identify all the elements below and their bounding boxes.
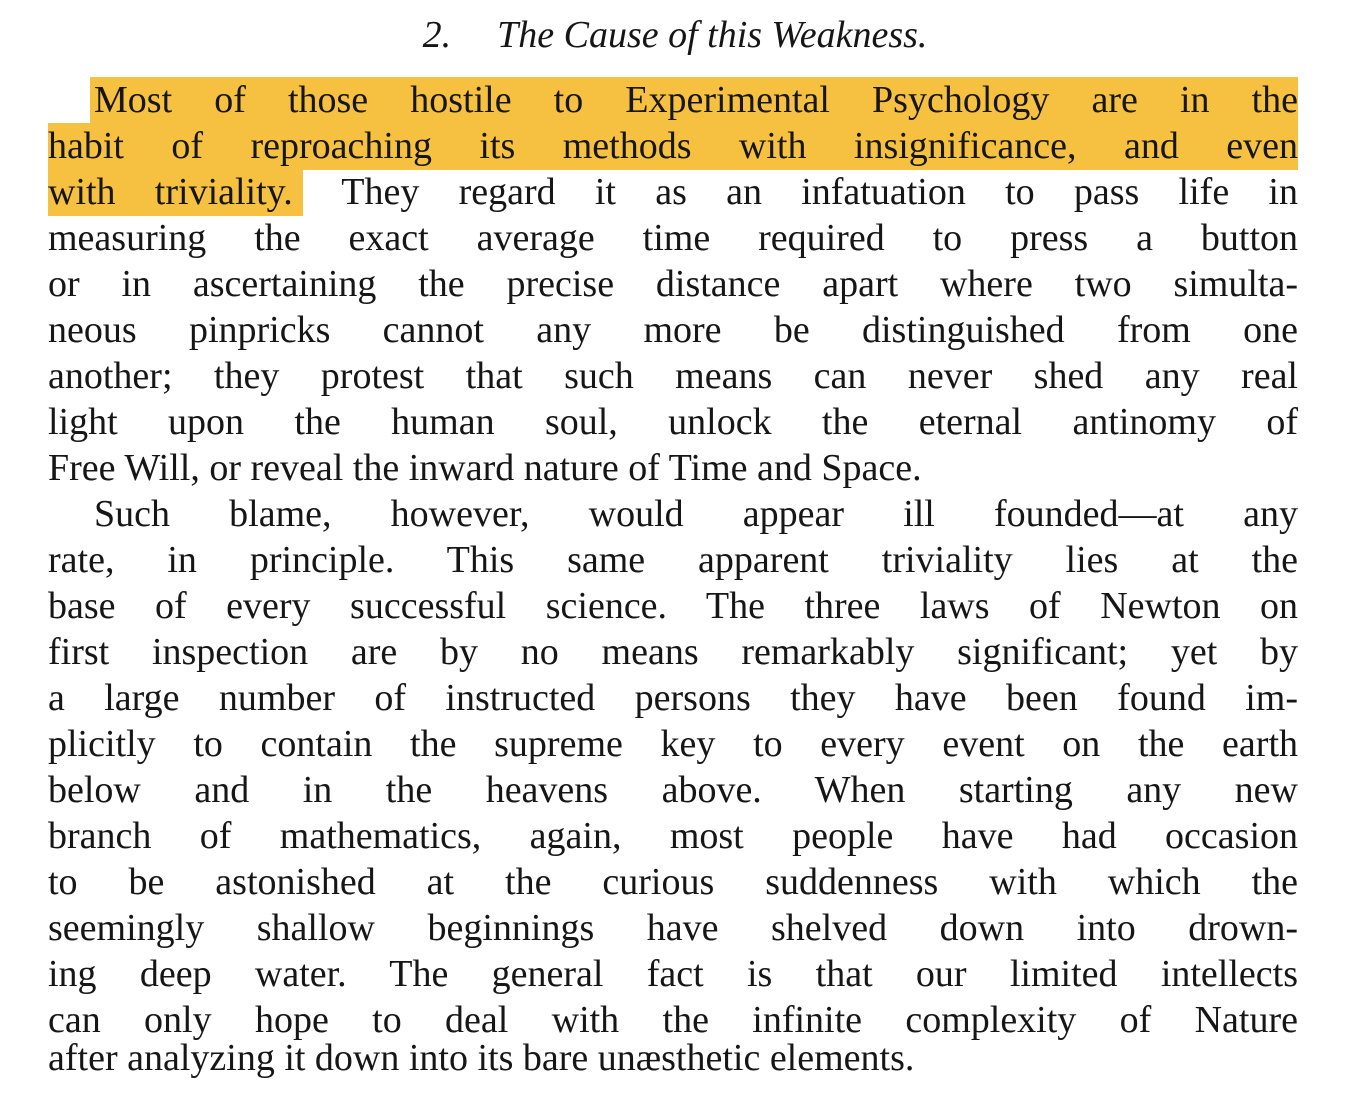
text-line: or in ascertaining the precise distance apart where two simulta- xyxy=(48,263,1298,305)
text-line: measuring the exact average time required to press a button xyxy=(48,217,1298,259)
section-title: The Cause of this Weakness. xyxy=(497,14,928,56)
text-line: seemingly shallow beginnings have shelved down into drown- xyxy=(48,907,1298,949)
text-line xyxy=(48,123,1298,169)
highlighted-text: habit of reproaching its methods with insignificance, and even xyxy=(48,123,1298,170)
highlighted-text: with triviality. xyxy=(48,169,303,216)
text-line xyxy=(48,77,1298,123)
text-line xyxy=(48,169,1298,215)
text-line: can only hope to deal with the infinite complexity of Nature xyxy=(48,999,1298,1041)
text-line: after analyzing it down into its bare unæsthetic elements. xyxy=(48,1037,915,1079)
section-number: 2. xyxy=(422,14,452,56)
highlighted-text: Most of those hostile to Experimental Psychology are in the xyxy=(90,77,1298,124)
text-line: below and in the heavens above. When starting any new xyxy=(48,769,1298,811)
text-line: another; they protest that such means can never shed any real xyxy=(48,355,1298,397)
text-line: neous pinpricks cannot any more be distinguished from one xyxy=(48,309,1298,351)
text-line: light upon the human soul, unlock the eternal antinomy of xyxy=(48,401,1298,443)
text-line: branch of mathematics, again, most people have had occasion xyxy=(48,815,1298,857)
section-heading xyxy=(0,8,1350,62)
text-line: rate, in principle. This same apparent triviality lies at the xyxy=(48,539,1298,581)
text-line: base of every successful science. The three laws of Newton on xyxy=(48,585,1298,627)
text-line: first inspection are by no means remarkably significant; yet by xyxy=(48,631,1298,673)
text-line: a large number of instructed persons they have been found im- xyxy=(48,677,1298,719)
line-text: They regard it as an infatuation to pass life in xyxy=(341,171,1298,213)
text-line: plicitly to contain the supreme key to every event on the earth xyxy=(48,723,1298,765)
text-line: Free Will, or reveal the inward nature of Time and Space. xyxy=(48,447,922,489)
text-line: to be astonished at the curious suddenness with which the xyxy=(48,861,1298,903)
text-line: Such blame, however, would appear ill founded—at any xyxy=(94,493,1298,535)
text-line: ing deep water. The general fact is that our limited intellects xyxy=(48,953,1298,995)
